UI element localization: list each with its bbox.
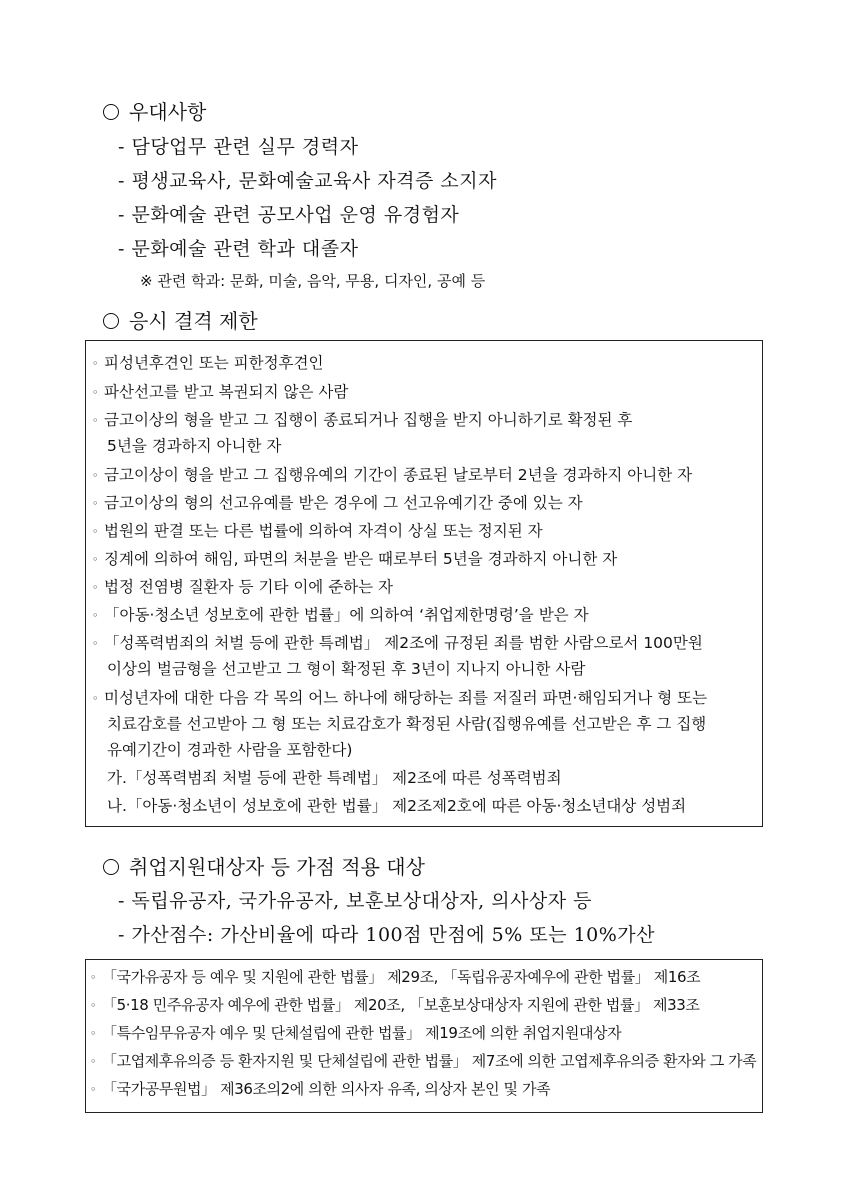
preference-note: ※ 관련 학과: 문화, 미술, 음악, 무용, 디자인, 공예 등 [140,272,486,290]
restriction-line: ◦ 금고이상이 형을 받고 그 집행유예의 기간이 종료된 날로부터 2년을 경과하지 아니한 자 [92,466,693,484]
restriction-line: ◦ 징계에 의하여 해임, 파면의 처분을 받은 때로부터 5년을 경과하지 아니한 자 [92,550,618,568]
preference-item: - 담당업무 관련 실무 경력자 [118,136,359,158]
circle-bullet-icon [103,859,119,875]
restriction-heading: 응시 결격 제한 [103,307,258,335]
restriction-line: 유예기간이 경과한 사람을 포함한다) [107,741,353,759]
small-circle-bullet-icon: ◦ [90,971,97,984]
restriction-line: ◦ 피성년후견인 또는 피한정후견인 [92,354,324,372]
restriction-line: 이상의 벌금형을 선고받고 그 형이 확정된 후 3년이 지나지 아니한 사람 [107,660,586,678]
circle-bullet-icon [103,313,119,329]
preference-item: - 문화예술 관련 공모사업 운영 유경험자 [118,204,460,226]
bonus-law-line: ◦ 「특수임무유공자 예우 및 단체설립에 관한 법률」 제19조에 의한 취업지원대상자 [90,1024,622,1042]
bonus-law-line: ◦ 「고엽제후유의증 등 환자지원 및 단체설립에 관한 법률」 제7조에 의한 고엽제후유의증 환자와 그 가족 [90,1052,757,1070]
small-circle-bullet-icon: ◦ [92,553,99,566]
small-circle-bullet-icon: ◦ [92,386,99,399]
bonus-law-box [85,959,763,1113]
restriction-line: ◦ 파산선고를 받고 복권되지 않은 사람 [92,383,349,401]
bonus-law-line: ◦ 「5·18 민주유공자 예우에 관한 법률」 제20조, 「보훈보상대상자 지원에 관한 법률」 제33조 [90,996,700,1014]
restriction-line: ◦ 법원의 판결 또는 다른 법률에 의하여 자격이 상실 또는 정지된 자 [92,522,543,540]
small-circle-bullet-icon: ◦ [90,999,97,1012]
small-circle-bullet-icon: ◦ [92,414,99,427]
restriction-subitem: 가.「성폭력범죄 처벌 등에 관한 특례법」 제2조에 따른 성폭력범죄 [107,769,562,787]
preference-heading: 우대사항 [103,98,206,126]
restriction-line: 5년을 경과하지 아니한 자 [107,437,282,455]
small-circle-bullet-icon: ◦ [90,1055,97,1068]
small-circle-bullet-icon: ◦ [92,692,99,705]
small-circle-bullet-icon: ◦ [92,581,99,594]
bonus-law-line: ◦ 「국가유공자 등 예우 및 지원에 관한 법률」 제29조, 「독립유공자예우에 관한 법률」 제16조 [90,968,701,986]
preference-item: - 문화예술 관련 학과 대졸자 [118,238,359,260]
restriction-subitem: 나.「아동·청소년이 성보호에 관한 법률」 제2조제2호에 따른 아동·청소년대상 성범죄 [107,797,687,815]
restriction-line: ◦ 「성폭력범죄의 처벌 등에 관한 특례법」 제2조에 규정된 죄를 범한 사람으로서 100만원 [92,634,703,652]
bonus-item: - 독립유공자, 국가유공자, 보훈보상대상자, 의사상자 등 [118,890,593,912]
restriction-line: ◦ 「아동·청소년 성보호에 관한 법률」에 의하여 ‘취업제한명령’을 받은 자 [92,606,589,624]
bonus-law-line: ◦ 「국가공무원법」 제36조의2에 의한 의사자 유족, 의상자 본인 및 가족 [90,1080,551,1098]
restriction-line: 치료감호를 선고받아 그 형 또는 치료감호가 확정된 사람(집행유예를 선고받은 후 그 집행 [107,715,707,733]
restriction-line: ◦ 금고이상의 형의 선고유예를 받은 경우에 그 선고유예기간 중에 있는 자 [92,494,583,512]
small-circle-bullet-icon: ◦ [90,1083,97,1096]
bonus-heading: 취업지원대상자 등 가점 적용 대상 [103,853,425,881]
small-circle-bullet-icon: ◦ [92,357,99,370]
small-circle-bullet-icon: ◦ [92,637,99,650]
restriction-line: ◦ 금고이상의 형을 받고 그 집행이 종료되거나 집행을 받지 아니하기로 확정된 후 [92,411,633,429]
restriction-box [85,340,763,827]
restriction-line: ◦ 법정 전염병 질환자 등 기타 이에 준하는 자 [92,578,394,596]
small-circle-bullet-icon: ◦ [92,609,99,622]
small-circle-bullet-icon: ◦ [92,469,99,482]
bonus-item: - 가산점수: 가산비율에 따라 100점 만점에 5% 또는 10%가산 [118,924,656,946]
small-circle-bullet-icon: ◦ [92,525,99,538]
small-circle-bullet-icon: ◦ [90,1027,97,1040]
small-circle-bullet-icon: ◦ [92,497,99,510]
circle-bullet-icon [103,104,119,120]
preference-item: - 평생교육사, 문화예술교육사 자격증 소지자 [118,170,497,192]
restriction-line: ◦ 미성년자에 대한 다음 각 목의 어느 하나에 해당하는 죄를 저질러 파면·해임되거나 형 또는 [92,689,708,707]
